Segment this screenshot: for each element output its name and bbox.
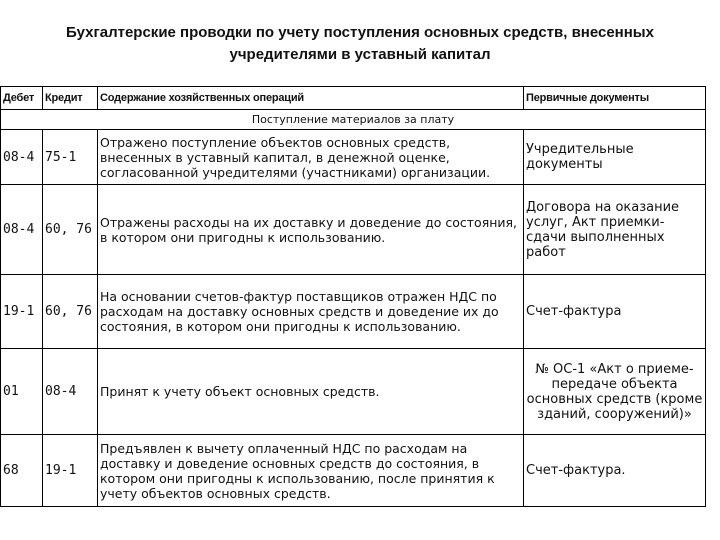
table-row bbox=[1, 185, 706, 275]
page-title: Бухгалтерские проводки по учету поступления основных средств, внесенных учредителями в уставный капитал bbox=[66, 24, 654, 63]
row-credit: 08-4 bbox=[43, 349, 98, 435]
row-credit: 60, 76 bbox=[43, 275, 98, 349]
header-content: Содержание хозяйственных операций bbox=[98, 87, 524, 110]
row-debit: 08-4 bbox=[1, 130, 43, 185]
row-docs: № ОС-1 «Акт о приеме-передаче объекта основных средств (кроме зданий, сооружений)» bbox=[524, 349, 706, 435]
row-credit: 75-1 bbox=[43, 130, 98, 185]
table-row bbox=[1, 435, 706, 507]
header-docs: Первичные документы bbox=[524, 87, 706, 110]
row-content: Отражено поступление объектов основных средств, внесенных в уставный капитал, в денежной оценке, согласованной учредителями (участниками) организации. bbox=[98, 130, 524, 185]
header-credit: Кредит bbox=[43, 87, 98, 110]
table-row bbox=[1, 349, 706, 435]
row-docs: Счет-фактура bbox=[524, 275, 706, 349]
row-content: Принят к учету объект основных средств. bbox=[98, 349, 524, 435]
row-debit: 19-1 bbox=[1, 275, 43, 349]
row-content: На основании счетов-фактур поставщиков отражен НДС по расходам на доставку основных средств и доведение их до состояния, в котором они пригодны к использованию. bbox=[98, 275, 524, 349]
row-debit: 01 bbox=[1, 349, 43, 435]
section-title: Поступление материалов за плату bbox=[1, 110, 706, 130]
row-content: Предъявлен к вычету оплаченный НДС по расходам на доставку и доведение основных средств до состояния, в котором они пригодны к использованию, после принятия к учету объектов основных средств. bbox=[98, 435, 524, 507]
row-content: Отражены расходы на их доставку и доведение до состояния, в котором они пригодны к использованию. bbox=[98, 185, 524, 275]
table-row bbox=[1, 275, 706, 349]
row-debit: 08-4 bbox=[1, 185, 43, 275]
row-credit: 60, 76 bbox=[43, 185, 98, 275]
row-debit: 68 bbox=[1, 435, 43, 507]
header-debit: Дебет bbox=[1, 87, 43, 110]
row-docs: Учредительные документы bbox=[524, 130, 706, 185]
table-row bbox=[1, 130, 706, 185]
row-docs: Счет-фактура. bbox=[524, 435, 706, 507]
table-header-row bbox=[1, 87, 706, 110]
postings-table bbox=[0, 86, 706, 507]
row-credit: 19-1 bbox=[43, 435, 98, 507]
row-docs: Договора на оказание услуг, Акт приемки-сдачи выполненных работ bbox=[524, 185, 706, 275]
section-row bbox=[1, 110, 706, 130]
